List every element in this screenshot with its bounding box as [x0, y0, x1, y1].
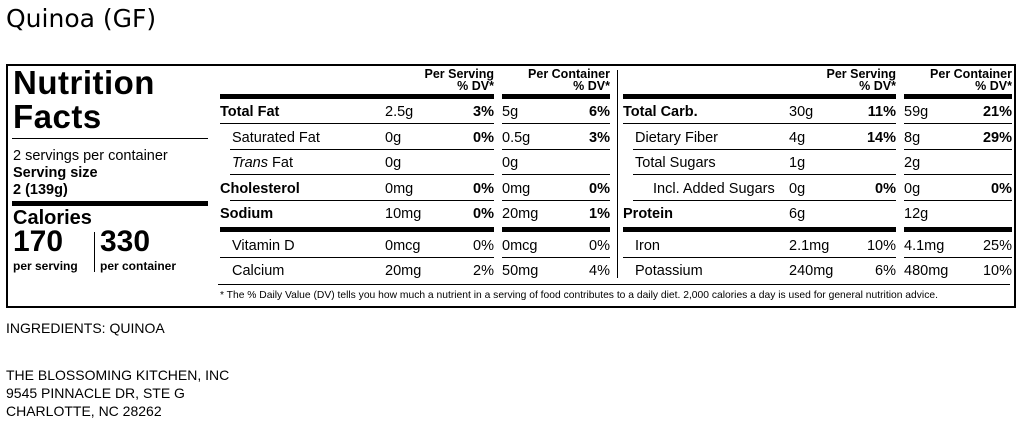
row-divider — [623, 123, 896, 124]
per-serving-dv: 10% — [866, 238, 896, 254]
per-container-dv: 0% — [589, 238, 610, 254]
heading-line-2: Facts — [13, 98, 102, 135]
heading-line-1: Nutrition — [13, 64, 155, 101]
thick-divider — [12, 201, 208, 206]
ingredients: INGREDIENTS: QUINOA — [6, 320, 165, 336]
address-line-1: THE BLOSSOMING KITCHEN, INC — [6, 367, 230, 383]
per-container-amount: 50mg — [502, 263, 539, 279]
per-serving-amount: 20mg — [385, 263, 422, 279]
per-container-dv: 29% — [982, 130, 1012, 146]
row-divider — [502, 200, 610, 201]
per-serving-amount: 2.5g — [385, 104, 414, 120]
nutrient-name: Protein — [623, 206, 673, 222]
row-divider — [904, 174, 1012, 175]
dv-header: % DV* — [457, 79, 494, 93]
per-serving-amount: 2.1mg — [789, 238, 830, 254]
row-divider — [623, 257, 896, 258]
per-container-label: per container — [100, 259, 177, 273]
per-container-amount: 59g — [904, 104, 929, 120]
row-divider — [904, 149, 1012, 150]
nutrient-name: Sodium — [220, 206, 274, 222]
per-serving-amount: 0g — [789, 181, 806, 197]
per-serving-dv: 3% — [473, 104, 494, 120]
row-divider — [623, 227, 896, 232]
dv-header: % DV* — [975, 79, 1012, 93]
footnote: * The % Daily Value (DV) tells you how much a nutrient in a serving of food contributes to a daily diet. 2,000 calories a day is used for general nutrition advice. — [220, 290, 938, 301]
row-divider — [904, 200, 1012, 201]
nutrient-name: Dietary Fiber — [635, 130, 718, 146]
nutrient-name-italic: Trans — [232, 155, 268, 171]
per-container-amount: 480mg — [904, 263, 949, 279]
dv-header: % DV* — [573, 79, 610, 93]
nutrient-name: Vitamin D — [232, 238, 295, 254]
nutrient-name: Iron — [635, 238, 660, 254]
calories-separator — [94, 232, 95, 272]
thick-divider — [904, 94, 1012, 99]
dv-header: % DV* — [859, 79, 896, 93]
per-serving-amount: 10mg — [385, 206, 422, 222]
address-line-2: 9545 PINNACLE DR, STE G — [6, 385, 185, 401]
row-divider — [220, 257, 494, 258]
per-serving-amount: 0mcg — [385, 238, 421, 254]
divider — [12, 138, 208, 139]
nutrient-name: Total Fat — [220, 104, 280, 120]
row-divider — [220, 123, 494, 124]
nutrient-name: Potassium — [635, 263, 703, 279]
nutrient-name: Total Carb. — [623, 104, 698, 120]
row-divider — [904, 257, 1012, 258]
per-container-amount: 4.1mg — [904, 238, 945, 254]
per-serving-dv: 0% — [875, 181, 896, 197]
footnote-divider — [218, 284, 1010, 285]
per-serving-amount: 30g — [789, 104, 814, 120]
per-serving-amount: 0g — [385, 155, 402, 171]
nutrient-name: Saturated Fat — [232, 130, 320, 146]
row-divider — [230, 174, 494, 175]
servings-per-container: 2 servings per container — [13, 148, 168, 164]
per-container-amount: 0g — [904, 181, 921, 197]
per-serving-dv: 2% — [473, 263, 494, 279]
row-divider — [230, 200, 494, 201]
per-container-header: Per Container — [930, 67, 1012, 81]
row-divider — [904, 123, 1012, 124]
per-serving-dv: 0% — [473, 238, 494, 254]
nutrient-name: Total Sugars — [635, 155, 716, 171]
per-serving-label: per serving — [13, 259, 78, 273]
per-container-amount: 0g — [502, 155, 519, 171]
nutrient-name: Incl. Added Sugars — [653, 181, 775, 197]
per-container-amount: 0.5g — [502, 130, 531, 146]
column-separator — [617, 70, 618, 278]
per-serving-amount: 240mg — [789, 263, 834, 279]
serving-size-value: 2 (139g) — [13, 182, 68, 198]
row-divider — [220, 227, 494, 232]
per-container-dv: 0% — [589, 181, 610, 197]
per-serving-amount: 1g — [789, 155, 806, 171]
calories-per-container: 330 — [100, 225, 151, 258]
nutrient-name: Cholesterol — [220, 181, 300, 197]
per-container-amount: 0mcg — [502, 238, 538, 254]
nutrition-facts-heading — [13, 66, 155, 134]
per-serving-header: Per Serving — [826, 67, 896, 81]
per-serving-amount: 0mg — [385, 181, 414, 197]
per-container-dv: 4% — [589, 263, 610, 279]
thick-divider — [502, 94, 610, 99]
per-container-dv: 6% — [589, 104, 610, 120]
thick-divider — [220, 94, 494, 99]
per-container-dv: 10% — [982, 263, 1012, 279]
per-serving-dv: 14% — [866, 130, 896, 146]
per-serving-header: Per Serving — [424, 67, 494, 81]
per-serving-dv: 0% — [473, 181, 494, 197]
nutrient-name: Calcium — [232, 263, 285, 279]
serving-size-label: Serving size — [13, 165, 98, 181]
thick-divider — [623, 94, 896, 99]
per-container-dv: 21% — [982, 104, 1012, 120]
per-container-amount: 12g — [904, 206, 929, 222]
calories-label: Calories — [13, 207, 92, 229]
per-serving-dv: 0% — [473, 130, 494, 146]
per-serving-dv: 0% — [473, 206, 494, 222]
per-container-dv: 1% — [589, 206, 610, 222]
nutrient-name-rest: Fat — [268, 155, 293, 171]
row-divider — [633, 174, 896, 175]
per-container-amount: 20mg — [502, 206, 539, 222]
nutrient-name — [232, 155, 293, 171]
row-divider — [633, 200, 896, 201]
row-divider — [633, 149, 896, 150]
row-divider — [502, 149, 610, 150]
per-container-amount: 0mg — [502, 181, 531, 197]
per-serving-amount: 4g — [789, 130, 806, 146]
per-container-dv: 25% — [982, 238, 1012, 254]
per-container-amount: 5g — [502, 104, 519, 120]
per-container-dv: 3% — [589, 130, 610, 146]
per-container-dv: 0% — [991, 181, 1012, 197]
per-serving-dv: 6% — [875, 263, 896, 279]
row-divider — [502, 123, 610, 124]
per-container-amount: 2g — [904, 155, 921, 171]
calories-per-serving: 170 — [13, 225, 64, 258]
row-divider — [502, 257, 610, 258]
nutrition-facts-label — [6, 64, 1016, 308]
per-container-amount: 8g — [904, 130, 921, 146]
row-divider — [502, 227, 610, 232]
row-divider — [230, 149, 494, 150]
per-serving-dv: 11% — [867, 104, 896, 120]
row-divider — [502, 174, 610, 175]
row-divider — [904, 227, 1012, 232]
per-serving-amount: 6g — [789, 206, 806, 222]
address-line-3: CHARLOTTE, NC 28262 — [6, 403, 162, 419]
per-serving-amount: 0g — [385, 130, 402, 146]
per-container-header: Per Container — [528, 67, 610, 81]
product-title: Quinoa (GF) — [6, 4, 157, 33]
